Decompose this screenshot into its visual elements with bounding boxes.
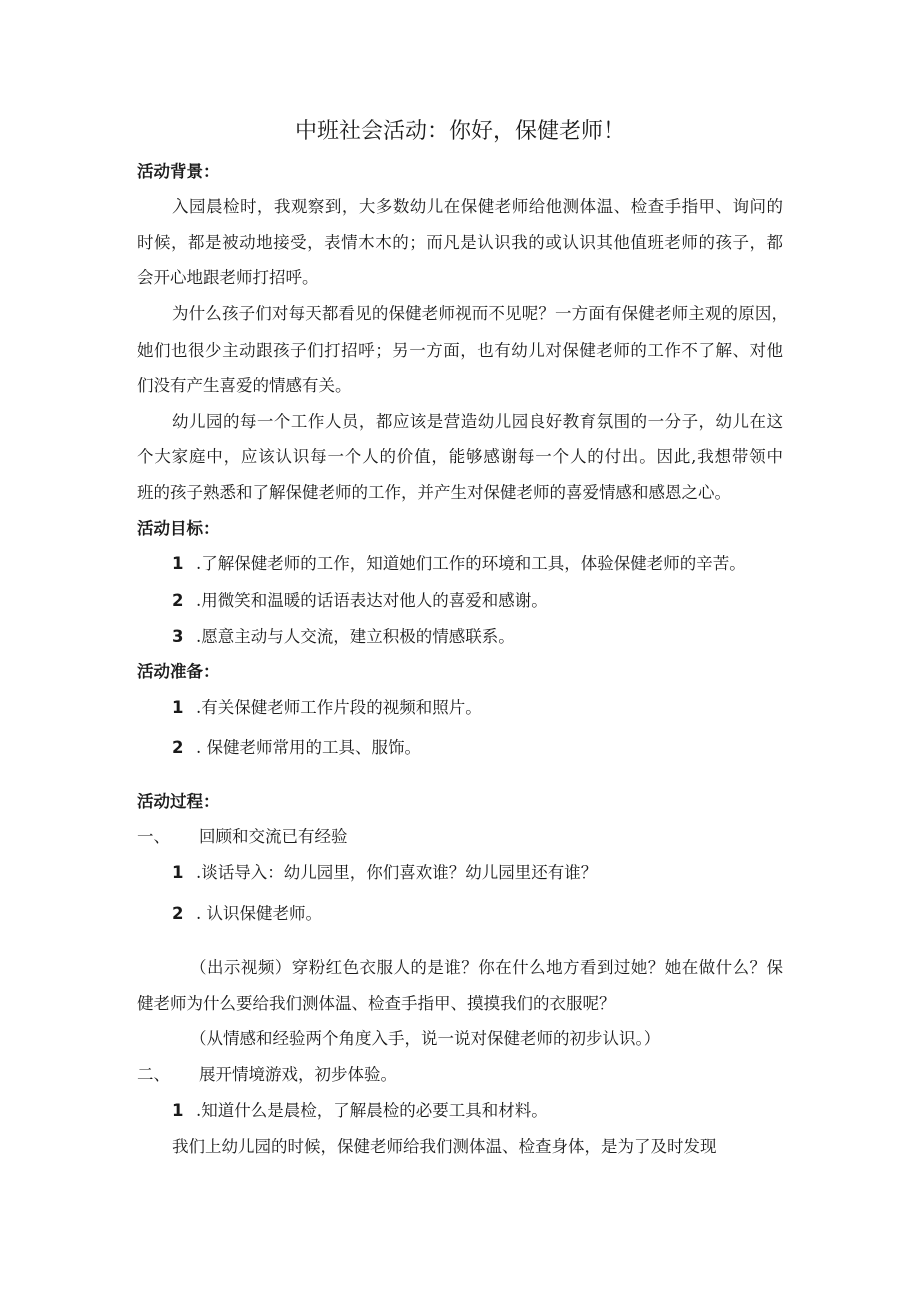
goal-item <box>172 553 746 575</box>
section-heading-goals: 活动目标： <box>137 519 220 538</box>
section-heading-process: 活动过程： <box>137 792 220 811</box>
paragraph-line: 她们也很少主动跟孩子们打招呼；另一方面，也有幼儿对保健老师的工作不了解、对他 <box>137 341 783 360</box>
goal-item <box>172 590 548 612</box>
list-text: .谈话导入：幼儿园里，你们喜欢谁？幼儿园里还有谁？ <box>196 863 598 882</box>
process-section-1 <box>137 826 348 848</box>
section-heading-prep: 活动准备： <box>137 662 220 681</box>
section-text: 回顾和交流已有经验 <box>199 827 348 846</box>
list-number: 1 <box>172 1101 184 1120</box>
paragraph-line: 时候，都是被动地接受，表情木木的；而凡是认识我的或认识其他值班老师的孩子，都 <box>137 233 783 252</box>
note-line: （从情感和经验两个角度入手，说一说对保健老师的初步认识。） <box>190 1029 661 1048</box>
paragraph-line: 个大家庭中，应该认识每一个人的价值，能够感谢每一个人的付出。因此,我想带领中 <box>137 447 783 466</box>
paragraph-line: 会开心地跟老师打招呼。 <box>137 268 319 287</box>
list-text: .用微笑和温暖的话语表达对他人的喜爱和感谢。 <box>196 591 548 610</box>
section-heading-background: 活动背景： <box>137 162 220 181</box>
process-section-2 <box>137 1064 397 1086</box>
paragraph-line: 幼儿园的每一个工作人员，都应该是营造幼儿园良好教育氛围的一分子，幼儿在这 <box>172 412 783 431</box>
process-item <box>172 862 597 884</box>
goal-item <box>172 626 515 648</box>
prep-item <box>172 697 482 719</box>
process-item <box>172 1100 548 1122</box>
list-number: 1 <box>172 863 184 882</box>
list-number: 2 <box>172 738 184 757</box>
paragraph-line: 我们上幼儿园的时候，保健老师给我们测体温、检查身体，是为了及时发现 <box>172 1137 717 1156</box>
paragraph-line: 入园晨检时，我观察到，大多数幼儿在保健老师给他测体温、检查手指甲、询问的 <box>172 197 783 216</box>
list-number: 1 <box>172 698 184 717</box>
paragraph-line: （出示视频）穿粉红色衣服人的是谁？你在什么地方看到过她？她在做什么？保 <box>190 958 783 977</box>
paragraph-line: 健老师为什么要给我们测体温、检查手指甲、摸摸我们的衣服呢？ <box>137 994 616 1013</box>
prep-item <box>172 737 421 759</box>
list-number: 2 <box>172 591 184 610</box>
section-text: 展开情境游戏，初步体验。 <box>199 1065 397 1084</box>
list-text: .愿意主动与人交流，建立积极的情感联系。 <box>196 627 515 646</box>
list-text: .知道什么是晨检，了解晨检的必要工具和材料。 <box>196 1101 548 1120</box>
list-text: .有关保健老师工作片段的视频和照片。 <box>196 698 482 717</box>
document-title: 中班社会活动：你好，保健老师！ <box>294 119 625 144</box>
list-number: 2 <box>172 904 184 923</box>
paragraph-line: 为什么孩子们对每天都看见的保健老师视而不见呢？一方面有保健老师主观的原因， <box>172 304 788 323</box>
section-number: 二、 <box>137 1065 170 1084</box>
paragraph-line: 们没有产生喜爱的情感有关。 <box>137 376 352 395</box>
process-item <box>172 903 322 925</box>
paragraph-line: 班的孩子熟悉和了解保健老师的工作，并产生对保健老师的喜爱情感和感恩之心。 <box>137 483 731 502</box>
list-text: . 认识保健老师。 <box>196 904 322 923</box>
list-number: 3 <box>172 627 184 646</box>
list-number: 1 <box>172 554 184 573</box>
list-text: . 保健老师常用的工具、服饰。 <box>196 738 421 757</box>
list-text: .了解保健老师的工作，知道她们工作的环境和工具，体验保健老师的辛苦。 <box>196 554 746 573</box>
section-number: 一、 <box>137 827 170 846</box>
